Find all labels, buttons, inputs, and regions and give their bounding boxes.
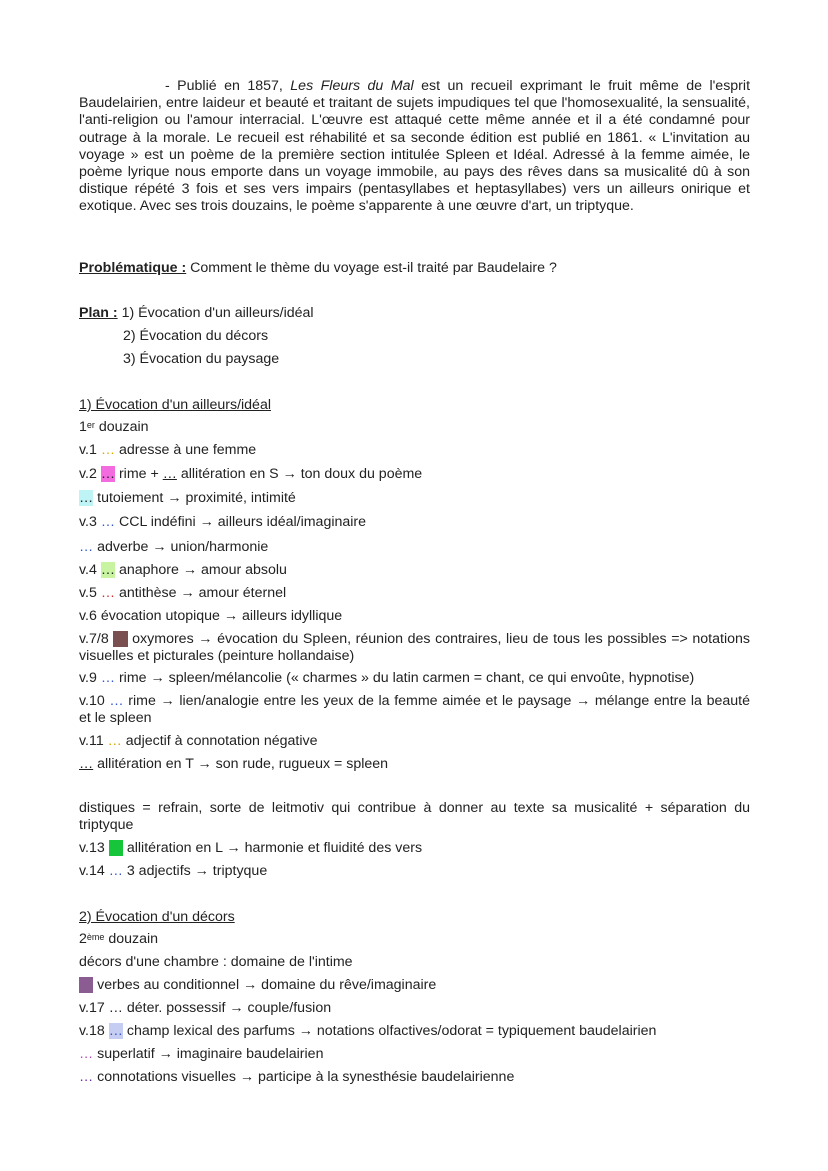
plan-line-3: 3) Évocation du paysage <box>123 351 280 367</box>
note-line: v.4 … anaphore → amour absolu <box>79 562 287 578</box>
note-line: v.9 … rime → spleen/mélancolie (« charmes » du latin carmen = chant, ce qui envoûte, hypnotise) <box>79 670 695 686</box>
intro-paragraph: - Publié en 1857, Les Fleurs du Mal est un recueil exprimant le fruit même de l'esprit Baudelairien, entre laideur et beauté et traitant de sujets impudiques tel que l'homosexualité, la sensualité, l'anti-religion ou l'amour interracial. L'œuvre est attaqué cette même année et il a été condamné pour outrage à la morale. Le recueil est réhabilité et sa seconde édition est publié en 1861. « L'invitation au voyage » est un poème de la première section intitulée Spleen et Idéal. Adressé à la femme aimée, le poème lyrique nous emporte dans un voyage immobile, au pays des rêves dans sa musicalité dû à son distique répété 3 fois et ses vers impairs (pentasyllabes et heptasyllabes) vers un ailleurs onirique et exotique. Avec ses trois douzains, le poème s'apparente à une œuvre d'art, un triptyque. <box>79 78 751 215</box>
note-line: … tutoiement → proximité, intimité <box>79 490 296 506</box>
note-line: v.6 évocation utopique → ailleurs idyllique <box>79 608 343 624</box>
plan-label: Plan : <box>79 305 118 321</box>
note-line: v.13 … allitération en L → harmonie et fluidité des vers <box>79 840 423 856</box>
plan-line-1: Plan : 1) Évocation d'un ailleurs/idéal <box>79 305 314 321</box>
note-line: … adverbe → union/harmonie <box>79 539 269 555</box>
note-line: v.2 … rime + … allitération en S → ton doux du poème <box>79 466 423 482</box>
distiques-note: distiques = refrain, sorte de leitmotiv qui contribue à donner au texte sa musicalité + séparation du triptyque <box>79 800 750 834</box>
note-line: v.1 … adresse à une femme <box>79 442 257 458</box>
note-line: v.3 … CCL indéfini → ailleurs idéal/imaginaire <box>79 514 367 530</box>
note-line: … verbes au conditionnel → domaine du rêve/imaginaire <box>79 977 437 993</box>
note-line: v.11 … adjectif à connotation négative <box>79 733 318 749</box>
note-line: v.5 … antithèse → amour éternel <box>79 585 287 601</box>
note-line: v.10 … rime → lien/analogie entre les yeux de la femme aimée et le paysage → mélange entre la beauté et le spleen <box>79 693 750 727</box>
note-line: … connotations visuelles → participe à la synesthésie baudelairienne <box>79 1069 515 1085</box>
problematique-label: Problématique : <box>79 260 187 276</box>
section1-title: 1) Évocation d'un ailleurs/idéal <box>79 397 271 413</box>
note-line: … allitération en T → son rude, rugueux = spleen <box>79 756 389 772</box>
problematique: Problématique : Comment le thème du voyage est-il traité par Baudelaire ? <box>79 260 557 276</box>
section2-subtitle: 2ème douzain <box>79 931 159 947</box>
book-title: Les Fleurs du Mal <box>290 78 414 94</box>
section1-subtitle: 1er douzain <box>79 419 149 435</box>
note-line: décors d'une chambre : domaine de l'intime <box>79 954 353 970</box>
note-line: v.18 … champ lexical des parfums → notations olfactives/odorat = typiquement baudelairien <box>79 1023 657 1039</box>
note-line: v.14 … 3 adjectifs → triptyque <box>79 863 268 879</box>
note-line: … superlatif → imaginaire baudelairien <box>79 1046 324 1062</box>
note-line: v.7/8 … oxymores → évocation du Spleen, réunion des contraires, lieu de tous les possibles => notations visuelles et picturales (peinture hollandaise) <box>79 631 750 665</box>
plan-line-2: 2) Évocation du décors <box>123 328 269 344</box>
section2-title: 2) Évocation d'un décors <box>79 909 235 925</box>
note-line: v.17 … déter. possessif → couple/fusion <box>79 1000 332 1016</box>
